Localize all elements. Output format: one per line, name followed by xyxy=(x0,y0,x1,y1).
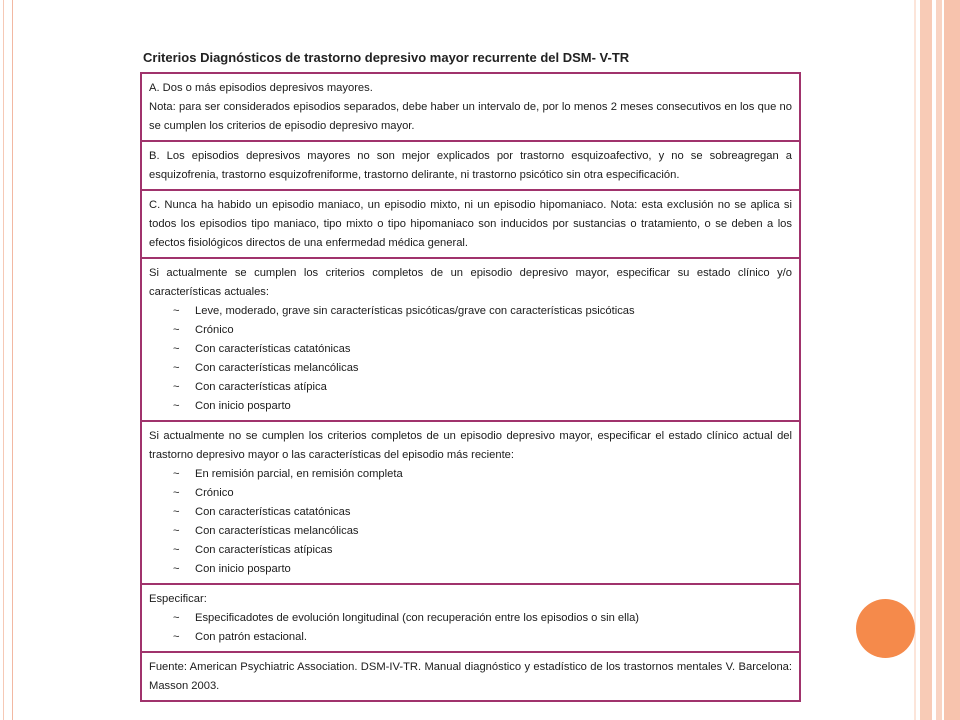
list-item xyxy=(149,628,792,647)
list-item-text: Con características atípica xyxy=(195,381,327,393)
criteria-cell xyxy=(141,584,800,652)
criteria-cell xyxy=(141,652,800,701)
tilde-bullet: ~ xyxy=(173,343,180,355)
list-item xyxy=(149,560,792,579)
current-episode-intro: Si actualmente se cumplen los criterios completos de un episodio depresivo mayor, especificar su estado clínico y/o características actuales: xyxy=(149,267,792,298)
list-item-text: Con características melancólicas xyxy=(195,362,359,374)
criteria-cell xyxy=(141,258,800,421)
right-stripe-decoration xyxy=(914,0,960,720)
tilde-bullet: ~ xyxy=(173,506,180,518)
list-item-text: Con patrón estacional. xyxy=(195,631,307,643)
recent-episode-list xyxy=(149,465,792,579)
criterion-b-text: B. Los episodios depresivos mayores no son mejor explicados por trastorno esquizoafectivo, y no se sobreagregan a esquizofrenia, trastorno esquizofreniforme, trastorno delirante, ni trastorno psicótico sin otra especificación. xyxy=(149,150,792,181)
criteria-row-recent-episode xyxy=(141,421,800,584)
list-item xyxy=(149,321,792,340)
criterion-a-text: A. Dos o más episodios depresivos mayores. xyxy=(149,82,373,94)
specify-list xyxy=(149,609,792,647)
tilde-bullet: ~ xyxy=(173,612,180,624)
list-item-text: Especificadotes de evolución longitudinal (con recuperación entre los episodios o sin ella) xyxy=(195,612,640,624)
list-item xyxy=(149,609,792,628)
list-item xyxy=(149,359,792,378)
tilde-bullet: ~ xyxy=(173,631,180,643)
list-item-text: Con inicio posparto xyxy=(195,400,291,412)
criteria-cell xyxy=(141,141,800,190)
list-item xyxy=(149,340,792,359)
criteria-row-a xyxy=(141,73,800,141)
criteria-cell xyxy=(141,421,800,584)
list-item-text: Con inicio posparto xyxy=(195,563,291,575)
criterion-a-note: Nota: para ser considerados episodios separados, debe haber un intervalo de, por lo menos 2 meses consecutivos en los que no se cumplen los criterios de episodio depresivo mayor. xyxy=(149,101,792,132)
list-item xyxy=(149,522,792,541)
tilde-bullet: ~ xyxy=(173,468,180,480)
list-item-text: Con características catatónicas xyxy=(195,343,351,355)
criteria-row-c xyxy=(141,190,800,258)
list-item xyxy=(149,465,792,484)
criteria-cell xyxy=(141,190,800,258)
tilde-bullet: ~ xyxy=(173,381,180,393)
tilde-bullet: ~ xyxy=(173,362,180,374)
criteria-cell xyxy=(141,73,800,141)
list-item-text: Crónico xyxy=(195,324,234,336)
list-item xyxy=(149,302,792,321)
list-item xyxy=(149,397,792,416)
criteria-row-current-episode xyxy=(141,258,800,421)
list-item-text: Con características melancólicas xyxy=(195,525,359,537)
criteria-table xyxy=(140,72,801,702)
document-title: Criterios Diagnósticos de trastorno depresivo mayor recurrente del DSM- V-TR xyxy=(143,50,630,65)
tilde-bullet: ~ xyxy=(173,487,180,499)
list-item-text: Con características catatónicas xyxy=(195,506,351,518)
current-episode-list xyxy=(149,302,792,416)
tilde-bullet: ~ xyxy=(173,305,180,317)
left-frame-decoration xyxy=(0,0,13,720)
tilde-bullet: ~ xyxy=(173,525,180,537)
criteria-row-specify xyxy=(141,584,800,652)
list-item-text: Crónico xyxy=(195,487,234,499)
list-item-text: En remisión parcial, en remisión completa xyxy=(195,468,403,480)
list-item xyxy=(149,541,792,560)
list-item xyxy=(149,503,792,522)
criterion-c-text: C. Nunca ha habido un episodio maniaco, un episodio mixto, ni un episodio hipomaniaco. Nota: esta exclusión no se aplica si todos los episodios tipo maniaco, tipo mixto o tipo hipomaniaco son inducidos por sustancias o tratamiento, o se deben a los efectos fisiológicos directos de una enfermedad médica general. xyxy=(149,199,792,249)
recent-episode-intro: Si actualmente no se cumplen los criterios completos de un episodio depresivo mayor, especificar el estado clínico actual del trastorno depresivo mayor o las características del episodio más reciente: xyxy=(149,430,792,461)
list-item-text: Con características atípicas xyxy=(195,544,333,556)
list-item xyxy=(149,484,792,503)
criteria-row-b xyxy=(141,141,800,190)
list-item xyxy=(149,378,792,397)
criteria-row-source xyxy=(141,652,800,701)
tilde-bullet: ~ xyxy=(173,563,180,575)
specify-intro: Especificar: xyxy=(149,593,207,605)
tilde-bullet: ~ xyxy=(173,544,180,556)
source-citation: Fuente: American Psychiatric Association. DSM-IV-TR. Manual diagnóstico y estadístico de los trastornos mentales V. Barcelona: Masson 2003. xyxy=(149,661,792,692)
tilde-bullet: ~ xyxy=(173,324,180,336)
orange-circle-decoration xyxy=(856,599,915,658)
list-item-text: Leve, moderado, grave sin características psicóticas/grave con características psicóticas xyxy=(195,305,635,317)
tilde-bullet: ~ xyxy=(173,400,180,412)
